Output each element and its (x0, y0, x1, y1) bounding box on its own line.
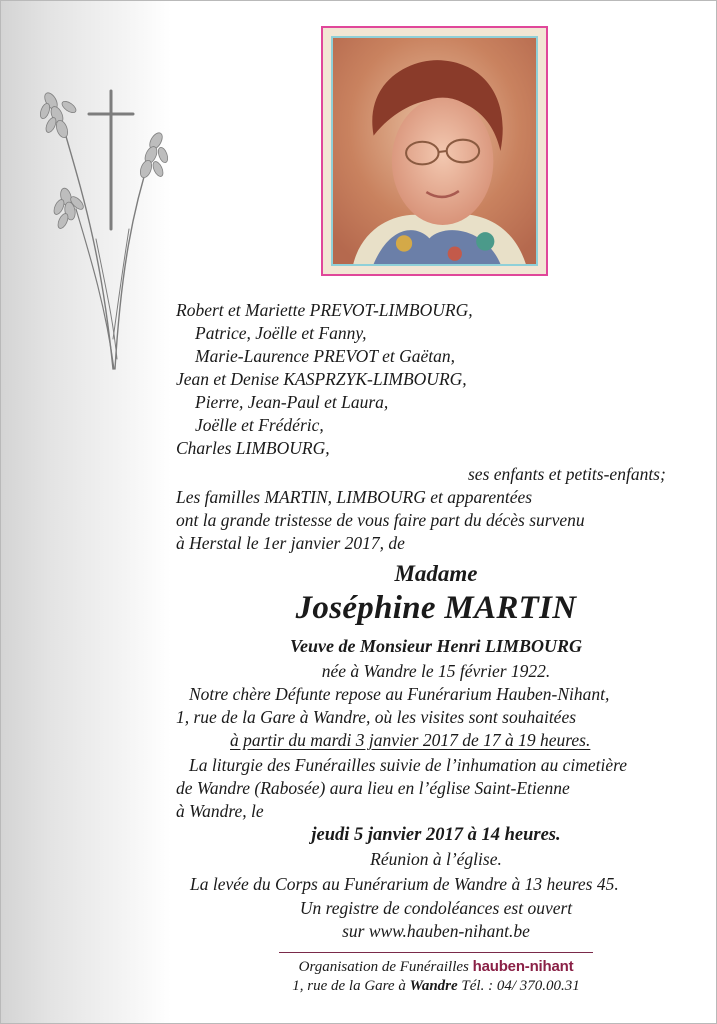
portrait-photo (331, 36, 538, 266)
meeting-line: Réunion à l’église. (370, 849, 502, 869)
family-line-5: Pierre, Jean-Paul et Laura, (195, 392, 389, 412)
ceremony-line-1: La liturgie des Funérailles suivie de l’inhumation au cimetière (189, 755, 628, 775)
footer-separator (279, 952, 593, 953)
family-line-6: Joëlle et Frédéric, (195, 415, 324, 435)
place-date-line: à Herstal le 1er janvier 2017, de (176, 533, 405, 553)
footer-address (171, 978, 701, 995)
families-line: Les familles MARTIN, LIMBOURG et apparentées (176, 487, 533, 507)
brand-logo: hauben-nihant (472, 958, 574, 975)
birth-line: née à Wandre le 15 février 1922. (321, 661, 551, 681)
levee-line: La levée du Corps au Funérarium de Wandre à 13 heures 45. (190, 874, 619, 894)
ceremony-date: jeudi 5 janvier 2017 à 14 heures. (311, 825, 561, 845)
ceremony-line-2: de Wandre (Rabosée) aura lieu en l’église Saint-Etienne (176, 778, 570, 798)
cross-wheat-icon (21, 79, 171, 379)
visits-hours: à partir du mardi 3 janvier 2017 de 17 à 19 heures. (230, 730, 591, 750)
registry-line-1: Un registre de condoléances est ouvert (299, 898, 573, 918)
phone-number: Tél. : 04/ 370.00.31 (461, 978, 580, 994)
family-relation: ses enfants et petits-enfants; (468, 464, 666, 484)
deceased-title: Madame (394, 561, 478, 586)
family-line-7: Charles LIMBOURG, (176, 438, 330, 458)
deceased-name: Joséphine MARTIN (295, 590, 577, 626)
portrait-frame (321, 26, 548, 276)
ceremony-line-3: à Wandre, le (176, 801, 264, 821)
registry-website[interactable]: sur www.hauben-nihant.be (342, 921, 530, 941)
visits-line-1: Notre chère Défunte repose au Funérarium Hauben-Nihant, (189, 684, 610, 704)
family-line-1: Robert et Mariette PREVOT-LIMBOURG, (176, 300, 473, 320)
family-line-4: Jean et Denise KASPRZYK-LIMBOURG, (176, 369, 467, 389)
announce-line: ont la grande tristesse de vous faire part du décès survenu (176, 510, 585, 530)
family-line-3: Marie-Laurence PREVOT et Gaëtan, (195, 346, 455, 366)
footer-organisation (171, 958, 701, 976)
family-line-2: Patrice, Joëlle et Fanny, (195, 323, 367, 343)
widow-line: Veuve de Monsieur Henri LIMBOURG (289, 636, 583, 656)
visits-line-2: 1, rue de la Gare à Wandre, où les visites sont souhaitées (176, 707, 577, 727)
address-town: Wandre (409, 978, 458, 994)
address-prefix: 1, rue de la Gare à (292, 978, 406, 994)
organisation-label: Organisation de Funérailles (298, 959, 469, 975)
